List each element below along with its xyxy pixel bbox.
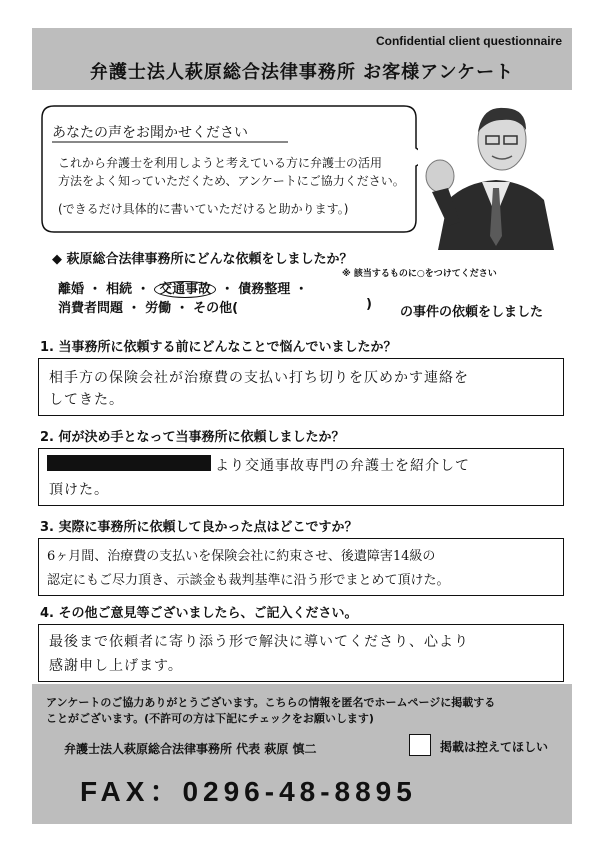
answer-2-line-2: 頂けた。	[49, 482, 109, 498]
question-1-label: 1. 当事務所に依頼する前にどんなことで悩んでいましたか？	[40, 340, 397, 355]
request-note: ※ 該当するものに○をつけてください	[342, 269, 497, 279]
option-inheritance[interactable]: 相続	[106, 282, 133, 297]
question-4-label: 4. その他ご意見等ございましたら、ご記入ください。	[40, 606, 358, 621]
option-divorce[interactable]: 離婚	[58, 282, 85, 297]
page-title: 弁護士法人萩原総合法律事務所 お客様アンケート	[89, 62, 515, 83]
answer-3-box[interactable]	[38, 538, 564, 596]
no-publish-label: 掲載は控えてほしい	[440, 740, 549, 754]
intro-line-2: 方法をよく知っていただくため、アンケートにご協力ください。	[58, 174, 405, 188]
answer-4-line-1: 最後まで依頼者に寄り添う形で解決に導いてくださり、心より	[49, 634, 469, 650]
answer-1-box[interactable]	[38, 358, 564, 416]
footer-panel	[32, 684, 572, 824]
lawyer-photo	[418, 96, 574, 250]
answer-1-line-2: してきた。	[49, 392, 124, 408]
request-options-row1: 離婚 ・ 相続 ・ 交通事故 ・ 債務整理 ・	[58, 282, 308, 297]
answer-4-line-2: 感謝申し上げます。	[49, 658, 183, 674]
request-suffix: の事件の依頼をしました	[400, 305, 544, 320]
footer-line-2: ことがございます。(不許可の方は下記にチェックをお願いします)	[46, 712, 374, 725]
option-debt[interactable]: 債務整理	[238, 282, 291, 297]
other-close-paren: )	[366, 297, 372, 312]
question-3-label: 3. 実際に事務所に依頼して良かった点はどこですか？	[40, 520, 358, 535]
answer-3-line-1: 6ヶ月間、治療費の支払いを保険会社に約束させ、後遺障害14級の	[47, 549, 436, 564]
intro-bubble	[38, 104, 430, 234]
request-question: ◆ 萩原総合法律事務所にどんな依頼をしましたか？	[52, 252, 353, 267]
option-consumer[interactable]: 消費者問題	[58, 301, 124, 316]
intro-line-3: (できるだけ具体的に書いていただけると助かります。)	[58, 202, 349, 216]
answer-3-line-2: 認定にもご尽力頂き、示談金も裁判基準に沿う形でまとめて頂けた。	[47, 573, 450, 588]
answer-2-box[interactable]	[38, 448, 564, 506]
intro-title: あなたの声をお聞かせください	[52, 125, 248, 141]
no-publish-checkbox[interactable]	[409, 734, 431, 756]
header-banner	[32, 28, 572, 90]
footer-line-1: アンケートのご協力ありがとうございます。こちらの情報を匿名でホームページに掲載する	[46, 696, 496, 709]
redaction-bar	[47, 455, 211, 471]
request-options-row2: 消費者問題 ・ 労働 ・ その他(	[58, 301, 239, 316]
question-2-label: 2. 何が決め手となって当事務所に依頼しましたか？	[40, 430, 345, 445]
option-traffic-accident[interactable]: 交通事故	[154, 281, 216, 298]
office-representative: 弁護士法人萩原総合法律事務所 代表 萩原 慎二	[64, 742, 317, 756]
intro-line-1: これから弁護士を利用しようと考えている方に弁護士の活用	[58, 156, 383, 170]
option-other[interactable]: その他(	[193, 301, 239, 316]
fax-number: FAX：0296-48-8895	[80, 776, 417, 807]
answer-1-line-1: 相手方の保険会社が治療費の支払い打ち切りを仄めかす連絡を	[49, 370, 469, 386]
answer-4-box[interactable]	[38, 624, 564, 682]
answer-2-line-1: より交通事故専門の弁護士を紹介して	[215, 458, 470, 474]
option-labor[interactable]: 労働	[145, 301, 172, 316]
english-title: Confidential client questionnaire	[375, 34, 562, 48]
